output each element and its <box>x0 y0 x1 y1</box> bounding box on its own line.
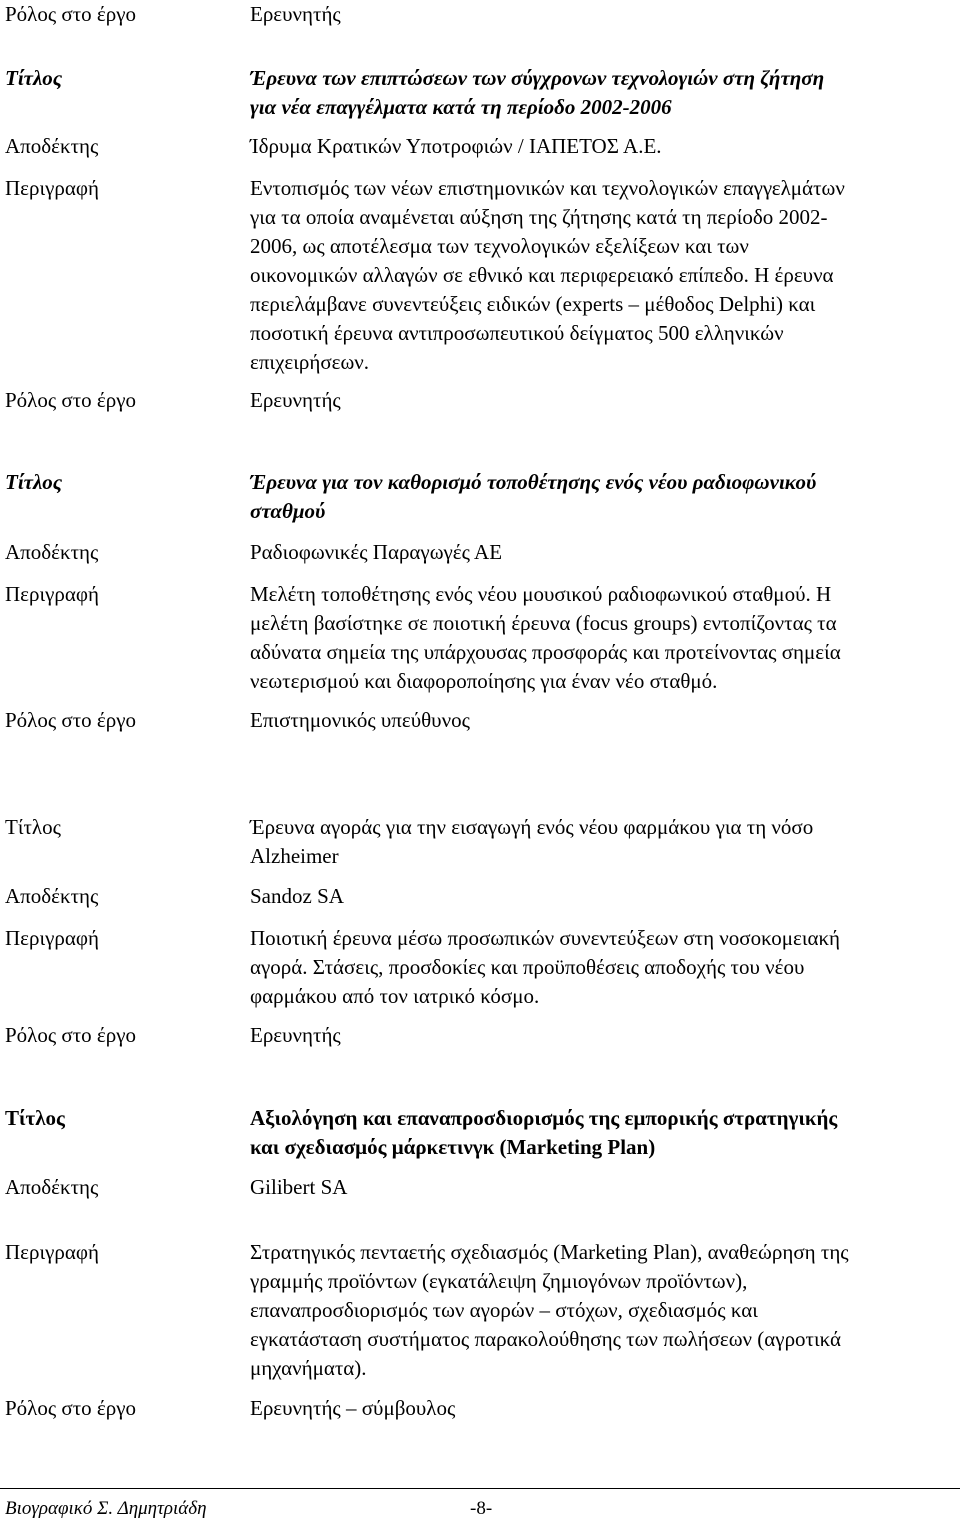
client-label: Αποδέκτης <box>5 884 99 908</box>
client-label: Αποδέκτης <box>5 1175 99 1199</box>
title-label: Τίτλος <box>5 66 63 90</box>
description-text: Μελέτη τοποθέτησης ενός νέου μουσικού ραδιοφωνικού σταθμού. Η μελέτη βασίστηκε σε ποιοτική έρευνα (focus groups) εντοπίζοντας τα αδύνατα σημεία της υπάρχουσας προσφοράς και προτείνοντας σημεία νεωτερισμού και διαφοροποίησης για έναν νέο σταθμό. <box>250 582 841 693</box>
title-label: Τίτλος <box>5 1106 65 1130</box>
description-text: Εντοπισμός των νέων επιστημονικών και τεχνολογικών επαγγελμάτων για τα οποία αναμένεται αύξηση της ζήτησης κατά τη περίοδο 2002- 2006, ως αποτέλεσμα των τεχνολογικών εξελίξεων και των οικονομικών αλλαγών σε εθνικό και περιφερειακό επίπεδο. Η έρευνα περιελάμβανε συνεντεύξεις ειδικών (experts – μέθοδος Delphi) και ποσοτική έρευνα αντιπροσωπευτικού δείγματος 500 ελληνικών επιχειρήσεων. <box>250 176 845 374</box>
project-title: Αξιολόγηση και επαναπροσδιορισμός της εμπορικής στρατηγικής και σχεδιασμός μάρκετινγκ (Marketing Plan) <box>250 1106 838 1159</box>
client-value: Gilibert SA <box>250 1175 348 1199</box>
client-value: Ίδρυμα Κρατικών Υποτροφιών / ΙΑΠΕΤΟΣ Α.Ε. <box>250 134 662 158</box>
client-value: Sandoz SA <box>250 884 344 908</box>
footer-author: Βιογραφικό Σ. Δημητριάδη <box>5 1498 207 1519</box>
description-text: Στρατηγικός πενταετής σχεδιασμός (Marketing Plan), αναθεώρηση της γραμμής προϊόντων (εγκατάλειψη ζημιογόνων προϊόντων), επαναπροσδιορισμός των αγορών – στόχων, σχεδιασμός και εγκατάσταση συστήματος παρακολούθησης των πωλήσεων (αγροτικά μηχανήματα). <box>250 1240 849 1380</box>
description-label: Περιγραφή <box>5 582 99 606</box>
project-title: Έρευνα των επιπτώσεων των σύγχρονων τεχνολογιών στη ζήτηση για νέα επαγγέλματα κατά τη περίοδο 2002-2006 <box>250 66 825 119</box>
role-label: Ρόλος στο έργο <box>5 388 137 412</box>
title-label: Τίτλος <box>5 815 61 839</box>
role-value: Ερευνητής – σύμβουλος <box>250 1396 456 1420</box>
role-value: Ερευνητής <box>250 1023 341 1047</box>
role-value: Ερευνητής <box>250 388 341 412</box>
project-title: Έρευνα αγοράς για την εισαγωγή ενός νέου φαρμάκου για τη νόσο Alzheimer <box>250 815 814 868</box>
footer-divider <box>0 1488 960 1489</box>
role-label: Ρόλος στο έργο <box>5 2 137 26</box>
client-label: Αποδέκτης <box>5 134 99 158</box>
role-label: Ρόλος στο έργο <box>5 1396 137 1420</box>
role-label: Ρόλος στο έργο <box>5 708 137 732</box>
project-title: Έρευνα για τον καθορισμό τοποθέτησης ενός νέου ραδιοφωνικού σταθμού <box>250 470 817 523</box>
role-label: Ρόλος στο έργο <box>5 1023 137 1047</box>
description-label: Περιγραφή <box>5 1240 99 1264</box>
role-value: Επιστημονικός υπεύθυνος <box>250 708 470 732</box>
page-number: -8- <box>470 1498 493 1519</box>
client-label: Αποδέκτης <box>5 540 99 564</box>
client-value: Ραδιοφωνικές Παραγωγές ΑΕ <box>250 540 503 564</box>
role-value: Ερευνητής <box>250 2 341 26</box>
description-text: Ποιοτική έρευνα μέσω προσωπικών συνεντεύξεων στη νοσοκομειακή αγορά. Στάσεις, προσδοκίες και προϋποθέσεις αποδοχής του νέου φαρμάκου από τον ιατρικό κόσμο. <box>250 926 841 1008</box>
title-label: Τίτλος <box>5 470 63 494</box>
description-label: Περιγραφή <box>5 926 99 950</box>
description-label: Περιγραφή <box>5 176 99 200</box>
